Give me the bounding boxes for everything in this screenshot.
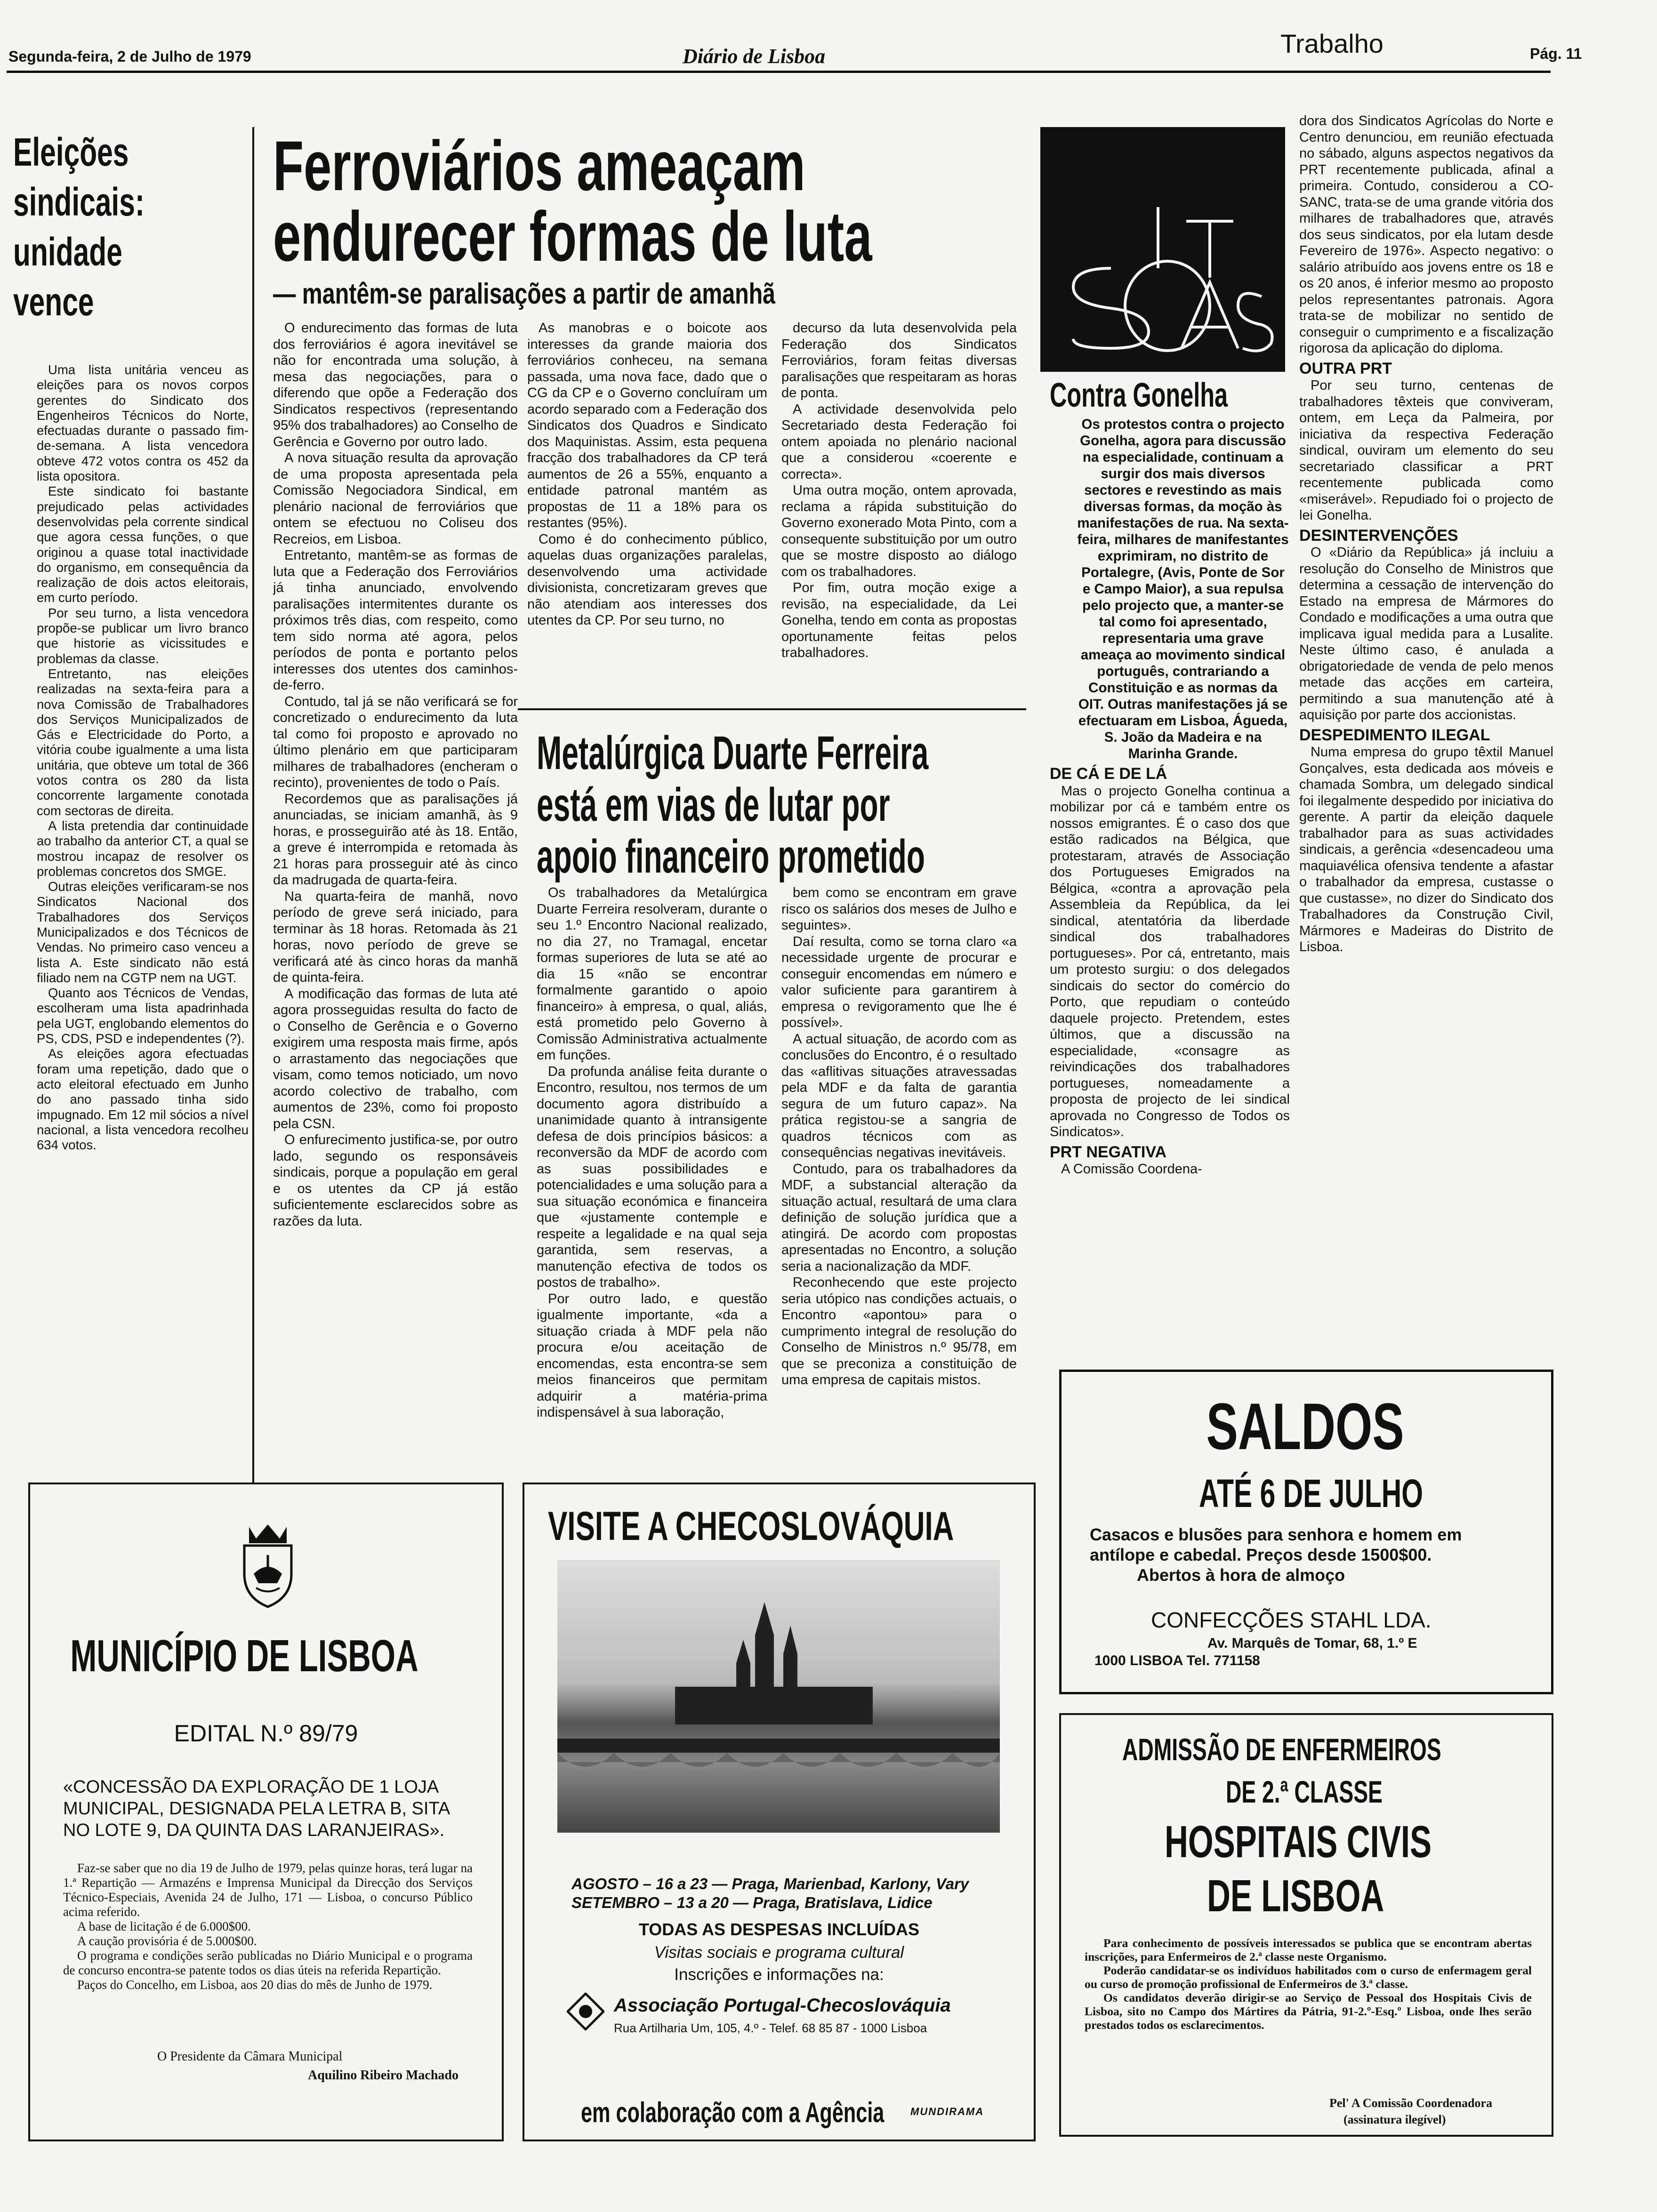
- paragraph: A lista pretendia dar continuidade ao trabalho da anterior CT, a qual se mostrou incapaz de resolver os problemas concretos dos SMGE.: [37, 818, 249, 879]
- ad-hosp-sign1: Pel' A Comissão Coordenadora: [1329, 2096, 1492, 2110]
- paragraph: A actividade desenvolvida pelo Secretariado desta Federação foi ontem apoiada no plenário nacional que a considerou «coerente e correcta».: [781, 401, 1017, 482]
- ad-saldos-date: ATÉ 6 DE JULHO: [1199, 1471, 1423, 1515]
- paragraph: Por fim, outra moção exige a revisão, na especialidade, da Lei Gonelha, tendo em conta as propostas oportunamente feitas pelos trabalhadores.: [781, 580, 1017, 660]
- paragraph: A actual situação, de acordo com as conclusões do Encontro, é o resultado das «aflitivas situações atravessadas pela MDF e da falta de garantia segura de um futuro capaz». Na prática registou-se a sangria de quadros técnicos com as consequências negativas inevitáveis.: [781, 1031, 1017, 1160]
- paragraph: A caução provisória é de 5.000$00.: [77, 1934, 257, 1948]
- ad-saldos-line3: Abertos à hora de almoço: [1137, 1565, 1345, 1585]
- soltas-column: [1050, 377, 1290, 1355]
- ad-municipio-edital: EDITAL N.º 89/79: [174, 1720, 358, 1747]
- metal-headline-line: apoio financeiro prometido: [537, 830, 925, 883]
- metal-col-2: [781, 885, 1017, 1468]
- ad-saldos: [1059, 1370, 1553, 1694]
- paragraph: Os candidatos deverão dirigir-se ao Serviço de Pessoal dos Hospitais Civis de Lisboa, sito no Campo dos Mártires da Pátria, 91-2.º-Esq.º Lisboa, onde lhes serão prestados todos os esclarecimentos.: [1085, 1991, 1532, 2032]
- paragraph: Por outro lado, e questão igualmente importante, «da a situação criada à MDF pela não procura e/ou aceitação de encomendas, esta encontra-se sem meios financeiros que permitam adquirir a matéria-prima indispensável à sua laboração,: [537, 1291, 767, 1420]
- ad-saldos-line2: antílope e cabedal. Preços desde 1500$00.: [1090, 1545, 1432, 1564]
- sidebar-headline-line: sindicais:: [13, 180, 145, 224]
- right-subhead: DESPEDIMENTO ILEGAL: [1299, 726, 1490, 744]
- ad-checo-title: VISITE A CHECOSLOVÁQUIA: [548, 1504, 954, 1549]
- paragraph: Contudo, tal já se não verificará se for concretizado o endurecimento da luta tal como foi proposto e aprovado no último plenário em que participaram milhares de trabalhadores (encheram o recinto), provenientes de todo o País.: [273, 694, 518, 790]
- sidebar-headline: [13, 127, 249, 327]
- main-headline-line: endurecer formas de luta: [273, 197, 872, 276]
- ad-checo-assoc: Associação Portugal-Checoslováquia: [614, 1995, 951, 2016]
- main-story-divider: [518, 708, 1026, 710]
- metal-headline-line: está em vias de lutar por: [537, 778, 890, 831]
- soltas-subhead: PRT NEGATIVA: [1050, 1143, 1167, 1161]
- paragraph: Recordemos que as paralisações já anunciadas, se iniciam amanhã, às 9 horas, e prosseguirão até às 18. Então, a greve é interrompida e retomada às 21 horas para prosseguir até às cinco da madrugada de quarta-feira.: [273, 791, 518, 888]
- right-subhead: DESINTERVENÇÕES: [1299, 526, 1458, 545]
- ad-municipio: [28, 1483, 504, 2141]
- ad-checoslovaquia: [523, 1483, 1036, 2141]
- main-headline-line: Ferroviários ameaçam: [273, 126, 805, 205]
- paragraph: decurso da luta desenvolvida pela Federação dos Sindicatos Ferroviários, foram feitas diversas paralisações que respeitaram as horas de ponta.: [781, 321, 1017, 401]
- soltas-lead: Os protestos contra o projecto Gonelha, agora para discussão na especialidade, continuam a surgir dos mais diversos sectores e revestindo as mais diversas formas, da moção às manifestações de rua. Na sexta-feira, milhares de manifestantes exprimiram, no distrito de Portalegre, (Avis, Ponte de Sor e Campo Maior), a sua repulsa pelo projecto que, a manter-se tal como foi apresentado, representaria uma grave ameaça ao movimento sindical português, contrariando a Constituição e as normas da OIT. Outras manifestações já se efectuaram em Lisboa, Águeda, S. João da Madeira e na Marinha Grande.: [1077, 417, 1289, 761]
- paragraph: Entretanto, nas eleições realizadas na sexta-feira para a nova Comissão de Trabalhadores dos Serviços Municipalizados de Gás e Electricidade do Porto, a vitória coube igualmente a uma lista unitária, que obteve um total de 366 votos contra os 280 da lista concorrente largamente conotada com sectoras de direita.: [37, 666, 249, 818]
- paragraph: Por seu turno, centenas de trabalhadores têxteis que conviveram, ontem, em Leça da Palmeira, por iniciativa da respectiva Federação sindical, ouviram um elemento do seu secretariado classificar a PRT recentemente publicada como «miserável». Repudiado foi o projecto de lei Gonelha.: [1299, 378, 1553, 523]
- header-date: Segunda-feira, 2 de Julho de 1979: [8, 48, 251, 65]
- paragraph: A nova situação resulta da aprovação de uma proposta apresentada pela Comissão Negociadora Sindical, em plenário nacional de ferroviários que ontem se efectuou no Coliseu dos Recreios, em Lisboa.: [273, 450, 518, 547]
- prague-skyline-icon: [557, 1560, 1000, 1833]
- masthead: Diário de Lisboa: [683, 45, 826, 68]
- paragraph: Na quarta-feira de manhã, novo período de greve será iniciado, para terminar às 18 horas. Retomada às 21 horas, novo período de greve se verificará até às cinco horas da manhã de quinta-feira.: [273, 889, 518, 985]
- ad-checo-line3: TODAS AS DESPESAS INCLUÍDAS: [638, 1920, 920, 1939]
- ad-saldos-address1: Av. Marquês de Tomar, 68, 1.º E: [1207, 1635, 1417, 1651]
- paragraph: O enfurecimento justifica-se, por outro lado, segundo os responsáveis sindicais, porque a população em geral e os utentes da CP já estão suficientemente esclarecidos sobre as razões da luta.: [273, 1132, 518, 1229]
- sidebar-headline-line: Eleições: [13, 130, 129, 174]
- paragraph: Uma lista unitária venceu as eleições para os novos corpos gerentes do Sindicato dos Engenheiros Técnicos do Norte, efectuadas durante o passado fim-de-semana. A lista vencedora obteve 472 votos contra os 452 da lista opositora.: [37, 362, 249, 484]
- paragraph: A modificação das formas de luta até agora prosseguidas resulta do facto de o Conselho de Gerência e o Governo exigirem uma resposta mais firme, após o arrastamento das negociações que visam, como temos noticiado, um novo acordo colectivo de trabalho, com aumentos de 23%, como foi proposto pela CSN.: [273, 986, 518, 1131]
- ad-municipio-title: MUNICÍPIO DE LISBOA: [70, 1631, 418, 1681]
- metal-col-1: [537, 885, 767, 1468]
- ad-saldos-line1: Casacos e blusões para senhora e homem em: [1090, 1525, 1462, 1544]
- ad-municipio-subject: «CONCESSÃO DA EXPLORAÇÃO DE 1 LOJA MUNICIPAL, DESIGNADA PELA LETRA B, SITA NO LOTE 9, DA QUINTA DAS LARANJEIRAS».: [63, 1777, 450, 1840]
- paragraph: Paços do Concelho, em Lisboa, aos 20 dias do mês de Junho de 1979.: [77, 1978, 433, 1992]
- sidebar-headline-line: unidade: [13, 230, 122, 274]
- ad-saldos-company: CONFECÇÕES STAHL LDA.: [1151, 1608, 1432, 1632]
- paragraph: Os trabalhadores da Metalúrgica Duarte Ferreira resolveram, durante o seu 1.º Encontro Nacional realizado, no dia 27, no Tramagal, encetar formas superiores de luta se até ao dia 15 «não se encontrar formalmente garantido o apoio financeiro» à empresa, o qual, aliás, está prometido pelo Governo à Comissão Administrativa actualmente em funções.: [537, 885, 767, 1063]
- paragraph: As manobras e o boicote aos interesses da grande maioria dos ferroviários conheceu, na semana passada, uma nova face, dado que o CG da CP e o Governo concluíram um acordo separado com a Federação dos Sindicatos dos Quadros e Sindicato dos Maquinistas. Assim, esta pequena fracção dos trabalhadores da CP terá aumentos de 26 a 55%, enquanto a entidade patronal mantém as propostas de 11 a 18% para os restantes (95%).: [527, 321, 767, 530]
- prague-photo: [557, 1560, 1000, 1833]
- ad-checo-line1: AGOSTO – 16 a 23 — Praga, Marienbad, Karlony, Vary: [571, 1875, 969, 1892]
- sidebar-body: [37, 362, 249, 1473]
- paragraph: Outras eleições verificaram-se nos Sindicatos Nacional dos Trabalhadores dos Serviços Municipalizados e dos Técnicos de Vendas. No primeiro caso venceu a lista A. Este sindicato não está filiado nem na CGTP nem na UGT.: [37, 879, 249, 985]
- soltas-logo-graphic: [1040, 127, 1285, 372]
- metal-story: [518, 715, 1026, 1478]
- sidebar-headline-line: vence: [13, 280, 94, 324]
- lisbon-coat-of-arms-icon: [230, 1517, 306, 1611]
- paragraph: dora dos Sindicatos Agrícolas do Norte e Centro denunciou, em reunião efectuada no sábado, alguns aspectos negativos da PRT recentemente publicada, afinal a primeira. Contudo, considerou a CO-SANC, trata-se de uma grande vitória dos milhares de trabalhadores que, através dos seus sindicatos, por ela lutam desde Fevereiro de 1976». Aspecto negativo: o salário atribuído aos jovens entre os 18 e os 20 anos, é inferior mesmo ao proposto pelos representantes patronais. Agora trata-se de mobilizar no sentido de conseguir o cumprimento e a fiscalização rigorosa da aplicação do diploma.: [1299, 113, 1553, 356]
- main-subheadline: — mantêm-se paralisações a partir de amanhã: [273, 278, 776, 310]
- ad-checo-address: Rua Artilharia Um, 105, 4.º - Telef. 68 85 87 - 1000 Lisboa: [614, 2021, 927, 2035]
- ad-municipio-signer-role: O Presidente da Câmara Municipal: [157, 2049, 343, 2064]
- paragraph: A Comissão Coordena-: [1061, 1162, 1202, 1177]
- paragraph: Mas o projecto Gonelha continua a mobilizar por cá e também entre os nossos emigrantes. É o caso dos que estão radicados na Bélgica, que protestaram, através de Associação dos Portugueses Emigrados na Bélgica, «contra a aprovação pela Assembleia da República, da lei sindical, atentatória da liberdade sindical dos trabalhadores portugueses». Por cá, entretanto, mais um protesto surgiu: o dos delegados sindicais do sector do comércio do Porto, que repudiam o conteúdo daquele projecto. Pretendem, estes últimos, que a discussão na especialidade, «consagre as reivindicações dos trabalhadores portugueses, nomeadamente a proposta de projecto de lei sindical aprovada no Congresso de Todos os Sindicatos».: [1050, 783, 1290, 1139]
- ad-hospitais: [1059, 1713, 1553, 2137]
- main-col-2: [527, 320, 767, 687]
- ad-checo-line2: SETEMBRO – 13 a 20 — Praga, Bratislava, Lidice: [571, 1894, 933, 1911]
- ad-hosp-line2: DE 2.ª CLASSE: [1226, 1774, 1383, 1809]
- paragraph: As eleições agora efectuadas foram uma repetição, dado que o acto eleitoral efectuado em Junho do ano passado tinha sido impugnado. Em 12 mil sócios a nível nacional, a lista vencedora recolheu 634 votos.: [37, 1046, 249, 1153]
- paragraph: A base de licitação é de 6.000$00.: [77, 1919, 251, 1933]
- page-number: Pág. 11: [1530, 45, 1582, 62]
- paragraph: Para conhecimento de possíveis interessados se publica que se encontram abertas inscrições, para Enfermeiros de 2.ª classe neste Organismo.: [1085, 1936, 1532, 1964]
- paragraph: Entretanto, mantêm-se as formas de luta que a Federação dos Ferroviários já tinha anunciado, envolvendo paralisações intermitentes durante os próximos três dias, com respeito, como tem sido norma até agora, pelos períodos de ponta e portanto pelos interesses dos utentes dos caminhos-de-ferro.: [273, 548, 518, 693]
- ad-municipio-body: [63, 1861, 473, 1992]
- ad-checo-footer: em colaboração com a Agência: [581, 2097, 885, 2128]
- ad-hosp-body: [1085, 1936, 1532, 2032]
- soltas-logo: [1040, 127, 1285, 372]
- ad-checo-agency: MUNDIRAMA: [910, 2106, 984, 2117]
- soltas-title: Contra Gonelha: [1050, 377, 1228, 414]
- paragraph: Por seu turno, a lista vencedora propõe-se publicar um livro branco que historie as vicissitudes e problemas da classe.: [37, 605, 249, 666]
- paragraph: Contudo, para os trabalhadores da MDF, a substancial alteração da situação actual, resultará de uma clara definição de solução jurídica que a atingirá. De acordo com propostas apresentadas no Encontro, a solução seria a nacionalização da MDF.: [781, 1161, 1017, 1274]
- ad-checo-line4: Visitas sociais e programa cultural: [654, 1943, 904, 1962]
- paragraph: Quanto aos Técnicos de Vendas, escolheram uma lista apadrinhada pela UGT, englobando elementos do PS, CDS, PSD e independentes (?).: [37, 986, 249, 1046]
- paragraph: Poderão candidatar-se os indivíduos habilitados com o curso de enfermagem geral ou curso de promoção profissional de Enfermeiros de 3.ª classe.: [1085, 1964, 1532, 1991]
- paragraph: Uma outra moção, ontem aprovada, reclama a rápida substituição do Governo exonerado Mota Pinto, com a consequente substituição por um outro que se mostre disposto ao diálogo com os trabalhadores.: [781, 483, 1017, 579]
- paragraph: Daí resulta, como se torna claro «a necessidade urgente de procurar e conseguir encomendas em número e valor suficiente para garantirem à empresa o revigoramento que lhe é possível».: [781, 934, 1017, 1030]
- right-subhead: OUTRA PRT: [1299, 359, 1392, 377]
- paragraph: Este sindicato foi bastante prejudicado pelas actividades desenvolvidas pela corrente sindical que agora cessa funções, o que originou a quase total inactividade do organismo, em consequência da realização de dois actos eleitorais, em curto período.: [37, 484, 249, 605]
- ad-hosp-line3: HOSPITAIS CIVIS: [1165, 1817, 1432, 1867]
- paragraph: Da profunda análise feita durante o Encontro, resultou, nos termos de um documento agora distribuído a unanimidade quanto à intransigente defesa de dois princípios básicos: a reconversão da MDF de acordo com as suas possibilidades e potencialidades e uma solução para a sua situação económica e financeira que «justamente contemple e respeite a legalidade e na qual seja garantida, sem reservas, a manutenção efectiva de todos os postos de trabalho».: [537, 1064, 767, 1290]
- header-rule: [7, 71, 1551, 73]
- metal-headline-line: Metalúrgica Duarte Ferreira: [537, 727, 929, 779]
- right-column: [1299, 113, 1553, 1355]
- paragraph: Numa empresa do grupo têxtil Manuel Gonçalves, esta dedicada aos móveis e chamada Sombra, um delegado sindical foi ilegalmente despedido por iniciativa do gerente. A partir da eleição daquele trabalhador para as suas actividades sindicais, a gerência «desencadeou uma maquiavélica ofensiva tendente a afastar o trabalhador da empresa, custasse o que custasse», no dizer do Sindicato dos Trabalhadores da Construção Civil, Mármores e Madeiras do Distrito de Lisboa.: [1299, 745, 1553, 954]
- sidebar-story: [0, 127, 254, 1483]
- paragraph: bem como se encontram em grave risco os salários dos meses de Julho e seguintes».: [781, 885, 1017, 933]
- paragraph: O endurecimento das formas de luta dos ferroviários é agora inevitável se não for encontrada uma solução, à mesa das negociações, para o diferendo que opõe a Federação dos Sindicatos respectivos (representando 95% dos trabalhadores) ao Conselho de Gerência e Governo por outro lado.: [273, 321, 518, 449]
- paragraph: Faz-se saber que no dia 19 de Julho de 1979, pelas quinze horas, terá lugar na 1.ª Repartição — Armazéns e Imprensa Municipal da Direcção dos Serviços Técnico-Especiais, Avenida 24 de Julho, 171 — Lisboa, o concurso Público acima referido.: [63, 1861, 473, 1919]
- paragraph: O «Diário da República» já incluiu a resolução do Conselho de Ministros que determina a cessação de intervenção do Estado na empresa de Mármores do Condado e modificações a uma outra que implicava igual medida para a Lusalite. Neste último caso, é anulada a obrigatoriedade de venda de pelo menos metade das acções em carteira, permitindo a sua manutenção até à aquisição por parte dos accionistas.: [1299, 545, 1553, 722]
- paragraph: Como é do conhecimento público, aquelas duas organizações paralelas, desenvolvendo uma actividade divisionista, concretizaram greves que não atendiam aos interesses dos utentes da CP. Por seu turno, no: [527, 531, 767, 628]
- section-title: Trabalho: [1280, 29, 1384, 58]
- association-logo-icon: [567, 1993, 604, 2030]
- paragraph: O programa e condições serão publicadas no Diário Municipal e o programa de concurso encontra-se patente todos os dias úteis na referida Repartição.: [63, 1948, 473, 1977]
- paragraph: Reconhecendo que este projecto seria utópico nas condições actuais, o Encontro «apontou» para o cumprimento integral de resolução do Conselho de Ministros n.º 95/78, em que se preconiza a constituição de uma empresa de capitais mistos.: [781, 1275, 1017, 1387]
- soltas-subhead: DE CÁ E DE LÁ: [1050, 765, 1167, 783]
- ad-hosp-line4: DE LISBOA: [1207, 1871, 1384, 1921]
- main-col-1: [273, 320, 518, 1628]
- ad-hosp-line1: ADMISSÃO DE ENFERMEIROS: [1122, 1732, 1441, 1767]
- ad-saldos-address2: 1000 LISBOA Tel. 771158: [1094, 1653, 1260, 1668]
- ad-checo-line5: Inscrições e informações na:: [674, 1965, 884, 1984]
- ad-saldos-title: SALDOS: [1206, 1389, 1404, 1463]
- main-col-3: [781, 320, 1017, 687]
- ad-municipio-signer-name: Aquilino Ribeiro Machado: [308, 2068, 458, 2083]
- ad-hosp-sign2: (assinatura ilegível): [1343, 2113, 1446, 2126]
